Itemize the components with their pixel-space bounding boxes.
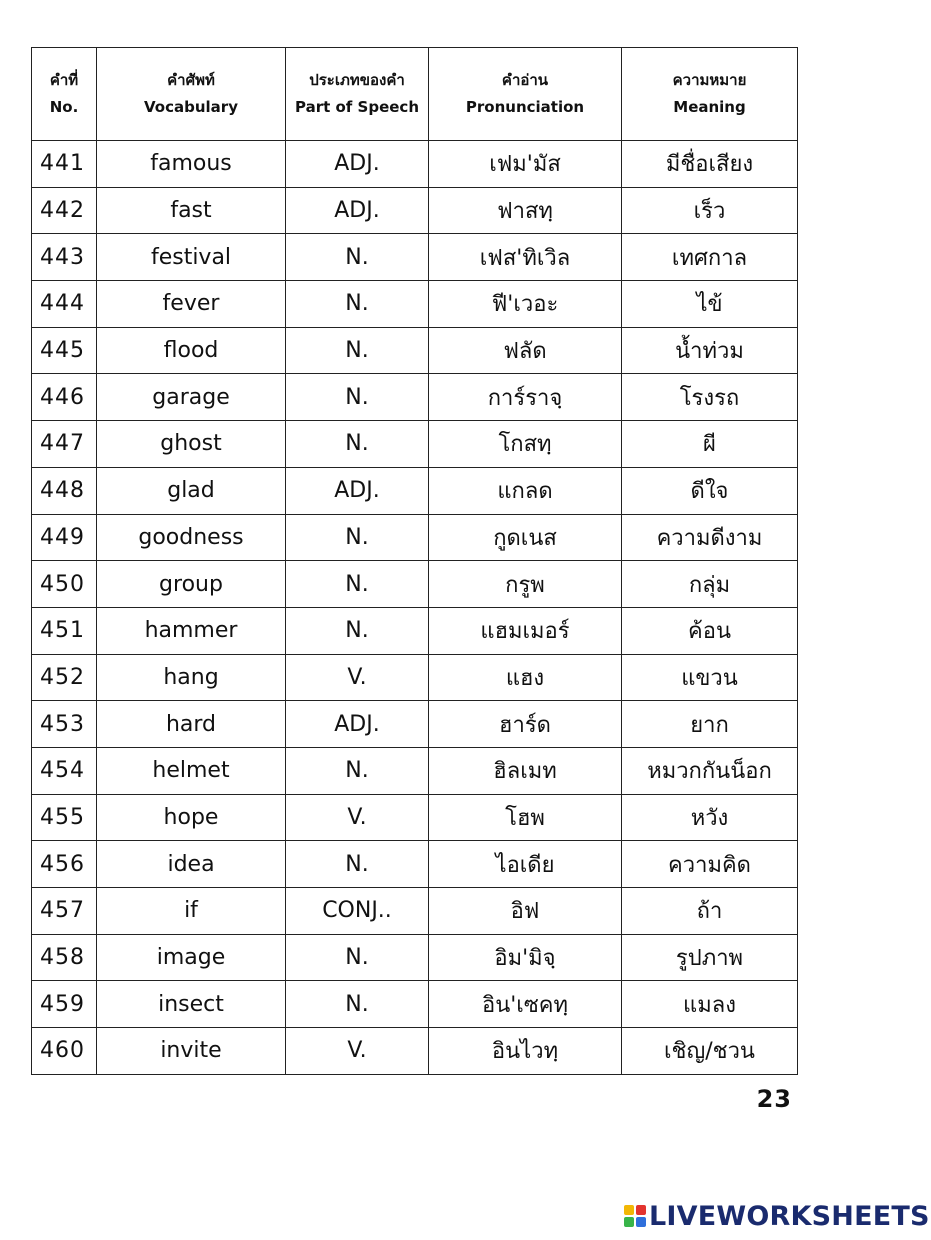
header-vocabulary: คำศัพท์ Vocabulary [97,48,286,141]
cell-meaning: ความดีงาม [622,514,798,561]
cell-meaning: เทศกาล [622,234,798,281]
cell-no: 451 [32,607,97,654]
cell-part-of-speech: N. [286,747,429,794]
cell-meaning: เร็ว [622,187,798,234]
cell-no: 458 [32,934,97,981]
cell-meaning: ผี [622,421,798,468]
table-row [32,888,798,935]
cell-pronunciation: กูดเนส [429,514,622,561]
cell-meaning: ไข้ [622,281,798,328]
cell-vocabulary: goodness [97,514,286,561]
cell-part-of-speech: N. [286,234,429,281]
table-row [32,794,798,841]
cell-part-of-speech: V. [286,654,429,701]
cell-vocabulary: famous [97,141,286,188]
table-row [32,561,798,608]
cell-meaning: รูปภาพ [622,934,798,981]
table-row [32,654,798,701]
cell-no: 442 [32,187,97,234]
cell-part-of-speech: N. [286,561,429,608]
cell-meaning: แมลง [622,981,798,1028]
cell-vocabulary: if [97,888,286,935]
cell-part-of-speech: N. [286,514,429,561]
cell-no: 441 [32,141,97,188]
header-pronunciation: คำอ่าน Pronunciation [429,48,622,141]
cell-no: 446 [32,374,97,421]
cell-part-of-speech: N. [286,934,429,981]
logo-square-icon [624,1217,634,1227]
cell-meaning: ค้อน [622,607,798,654]
cell-vocabulary: flood [97,327,286,374]
table-row [32,467,798,514]
table-row [32,234,798,281]
vocabulary-table [31,47,798,1075]
cell-no: 447 [32,421,97,468]
liveworksheets-logo-icon [624,1205,646,1227]
cell-part-of-speech: N. [286,607,429,654]
cell-meaning: น้ำท่วม [622,327,798,374]
cell-part-of-speech: N. [286,421,429,468]
cell-meaning: มีชื่อเสียง [622,141,798,188]
cell-no: 456 [32,841,97,888]
cell-no: 444 [32,281,97,328]
cell-part-of-speech: N. [286,374,429,421]
table-row [32,607,798,654]
cell-part-of-speech: V. [286,794,429,841]
cell-no: 460 [32,1028,97,1075]
table-row [32,701,798,748]
brand-name: LIVEWORKSHEETS [649,1200,930,1232]
cell-vocabulary: ghost [97,421,286,468]
cell-meaning: ถ้า [622,888,798,935]
cell-no: 457 [32,888,97,935]
cell-vocabulary: idea [97,841,286,888]
table-row [32,374,798,421]
cell-pronunciation: โฮพ [429,794,622,841]
cell-meaning: ยาก [622,701,798,748]
brand-logo[interactable] [624,1200,930,1232]
logo-square-icon [636,1205,646,1215]
table-row [32,1028,798,1075]
cell-vocabulary: fever [97,281,286,328]
cell-no: 459 [32,981,97,1028]
cell-no: 454 [32,747,97,794]
cell-vocabulary: helmet [97,747,286,794]
cell-vocabulary: invite [97,1028,286,1075]
cell-pronunciation: อิน'เซคทฺ [429,981,622,1028]
table-row [32,281,798,328]
cell-part-of-speech: ADJ. [286,467,429,514]
table-body [32,141,798,1075]
cell-pronunciation: แฮง [429,654,622,701]
table-row [32,981,798,1028]
cell-pronunciation: ฟี'เวอะ [429,281,622,328]
cell-meaning: หมวกกันน็อก [622,747,798,794]
cell-part-of-speech: N. [286,281,429,328]
cell-pronunciation: อินไวทฺ [429,1028,622,1075]
cell-vocabulary: group [97,561,286,608]
cell-part-of-speech: ADJ. [286,187,429,234]
cell-vocabulary: hard [97,701,286,748]
cell-pronunciation: แฮมเมอร์ [429,607,622,654]
cell-no: 452 [32,654,97,701]
table-row [32,141,798,188]
cell-vocabulary: hang [97,654,286,701]
cell-pronunciation: ฟาสทฺ [429,187,622,234]
cell-part-of-speech: N. [286,981,429,1028]
cell-no: 449 [32,514,97,561]
cell-meaning: กลุ่ม [622,561,798,608]
cell-pronunciation: โกสทฺ [429,421,622,468]
cell-vocabulary: glad [97,467,286,514]
cell-pronunciation: ฟลัด [429,327,622,374]
cell-no: 453 [32,701,97,748]
cell-pronunciation: ฮาร์ด [429,701,622,748]
cell-no: 450 [32,561,97,608]
cell-vocabulary: insect [97,981,286,1028]
cell-pronunciation: การ์ราจฺ [429,374,622,421]
cell-pronunciation: เฟส'ทิเวิล [429,234,622,281]
cell-meaning: เชิญ/ชวน [622,1028,798,1075]
cell-part-of-speech: N. [286,327,429,374]
cell-vocabulary: garage [97,374,286,421]
cell-part-of-speech: N. [286,841,429,888]
table-row [32,934,798,981]
cell-pronunciation: ไอเดีย [429,841,622,888]
cell-no: 448 [32,467,97,514]
table-row [32,421,798,468]
header-meaning: ความหมาย Meaning [622,48,798,141]
cell-vocabulary: hope [97,794,286,841]
cell-pronunciation: ฮิลเมท [429,747,622,794]
cell-pronunciation: กรูพ [429,561,622,608]
cell-meaning: โรงรถ [622,374,798,421]
cell-part-of-speech: ADJ. [286,701,429,748]
header-part-of-speech: ประเภทของคำ Part of Speech [286,48,429,141]
table-header-row [32,48,798,141]
cell-vocabulary: fast [97,187,286,234]
cell-vocabulary: image [97,934,286,981]
page-number: 23 [756,1085,792,1113]
cell-no: 445 [32,327,97,374]
cell-meaning: หวัง [622,794,798,841]
cell-vocabulary: hammer [97,607,286,654]
table-row [32,327,798,374]
cell-part-of-speech: ADJ. [286,141,429,188]
header-no: คำที่ No. [32,48,97,141]
cell-vocabulary: festival [97,234,286,281]
table-row [32,747,798,794]
logo-square-icon [624,1205,634,1215]
cell-part-of-speech: CONJ.. [286,888,429,935]
cell-meaning: ความคิด [622,841,798,888]
cell-no: 443 [32,234,97,281]
table-row [32,841,798,888]
cell-pronunciation: แกลด [429,467,622,514]
logo-square-icon [636,1217,646,1227]
cell-pronunciation: อิฟ [429,888,622,935]
cell-part-of-speech: V. [286,1028,429,1075]
cell-no: 455 [32,794,97,841]
table-row [32,187,798,234]
cell-meaning: ดีใจ [622,467,798,514]
cell-pronunciation: เฟม'มัส [429,141,622,188]
table-row [32,514,798,561]
cell-meaning: แขวน [622,654,798,701]
cell-pronunciation: อิม'มิจฺ [429,934,622,981]
